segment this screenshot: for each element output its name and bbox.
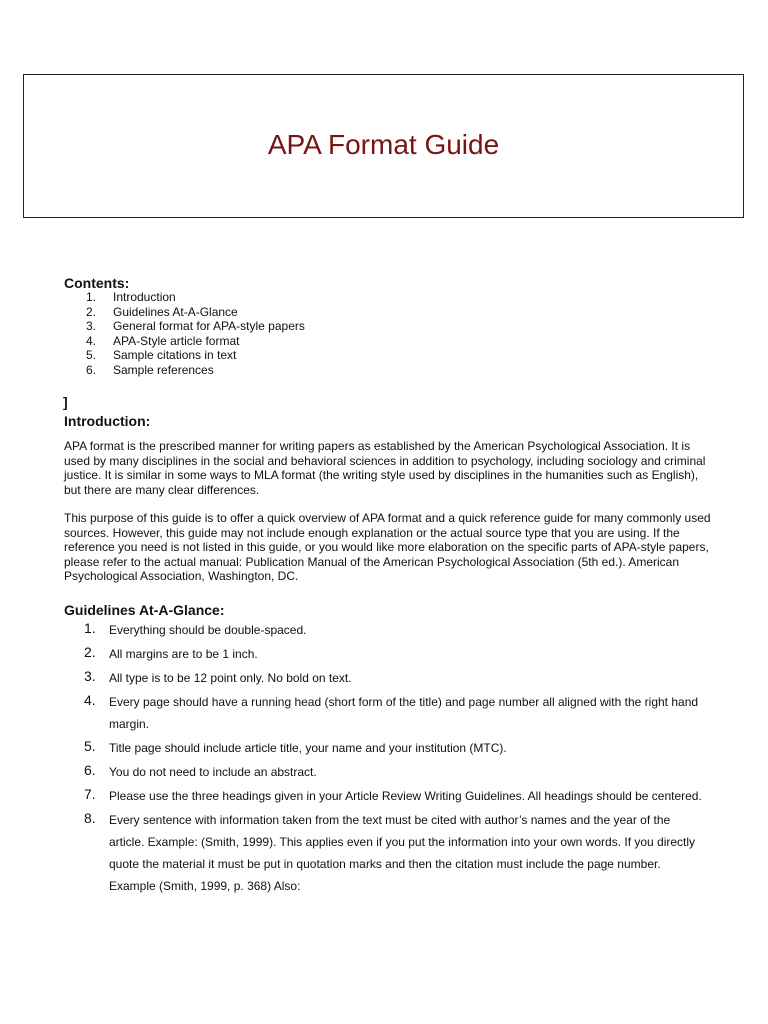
guideline-number: 5. — [84, 738, 96, 754]
introduction-heading: Introduction: — [64, 413, 151, 429]
guideline-text: All type is to be 12 point only. No bold on text. — [109, 671, 352, 685]
guideline-item — [64, 691, 704, 735]
guidelines-heading: Guidelines At-A-Glance: — [64, 602, 225, 618]
toc-item-label: Sample references — [113, 362, 214, 377]
guideline-text: All margins are to be 1 inch. — [109, 647, 258, 661]
stray-bracket: ] — [63, 394, 68, 410]
guideline-text: Title page should include article title, your name and your institution (MTC). — [109, 741, 507, 755]
introduction-paragraph-1: APA format is the prescribed manner for writing papers as established by the American Psychological Association. It is used by many disciplines in the social and behavioral sciences in addition to psychology, including sociology and criminal justice. It is similar in some ways to MLA format (the writing style used by disciplines in the humanities such as English), but there are many clear differences. — [64, 439, 706, 497]
guideline-text: You do not need to include an abstract. — [109, 765, 317, 779]
guideline-item — [64, 761, 704, 783]
guideline-item — [64, 643, 704, 665]
toc-item-label: APA-Style article format — [113, 333, 240, 348]
guideline-item — [64, 737, 704, 759]
guideline-number: 1. — [84, 620, 96, 636]
title-box — [23, 74, 744, 218]
toc-item-number: 6. — [86, 362, 97, 377]
guideline-item — [64, 619, 704, 641]
guideline-item — [64, 785, 704, 807]
toc-item-number: 1. — [86, 290, 97, 304]
guideline-item — [64, 809, 704, 897]
guideline-text: Please use the three headings given in your Article Review Writing Guidelines. All headings should be centered. — [109, 789, 702, 803]
toc-item-number: 5. — [86, 348, 97, 363]
guideline-item — [64, 667, 704, 689]
toc-item-number: 2. — [86, 304, 97, 319]
guideline-text: Everything should be double-spaced. — [109, 623, 307, 637]
toc-item-label: Sample citations in text — [113, 348, 237, 363]
guideline-number: 3. — [84, 668, 96, 684]
toc-item-number: 3. — [86, 319, 97, 334]
contents-heading: Contents: — [64, 275, 130, 291]
guidelines-list — [64, 619, 704, 899]
guideline-number: 6. — [84, 762, 96, 778]
document-title: APA Format Guide — [267, 129, 500, 160]
guideline-number: 4. — [84, 692, 96, 708]
toc-item-number: 4. — [86, 333, 97, 348]
guideline-text: Every sentence with information taken from the text must be cited with author’s names and the year of the article. Example: (Smith, 1999). This applies even if you put the information into your own words. If you directly quote the material it must be put in quotation marks and then the citation must include the page number. Example (Smith, 1999, p. 368) Also: — [109, 813, 696, 893]
guideline-number: 8. — [84, 810, 96, 826]
guideline-text: Every page should have a running head (short form of the title) and page number all aligned with the right hand margin. — [109, 695, 699, 731]
guideline-number: 7. — [84, 786, 96, 802]
guideline-number: 2. — [84, 644, 96, 660]
toc-item-label: General format for APA-style papers — [113, 319, 305, 334]
toc-item-label: Introduction — [113, 290, 176, 304]
toc-item-label: Guidelines At-A-Glance — [113, 304, 238, 319]
introduction-paragraph-2: This purpose of this guide is to offer a quick overview of APA format and a quick reference guide for many commonly used sources. However, this guide may not include enough explanation or the actual source type that you are using. If the reference you need is not listed in this guide, or you would like more elaboration on the specific parts of APA-style papers, please refer to the actual manual: Publication Manual of the American Psychological Association (5th ed.). American Psychological Association, Washington, DC. — [64, 511, 711, 584]
